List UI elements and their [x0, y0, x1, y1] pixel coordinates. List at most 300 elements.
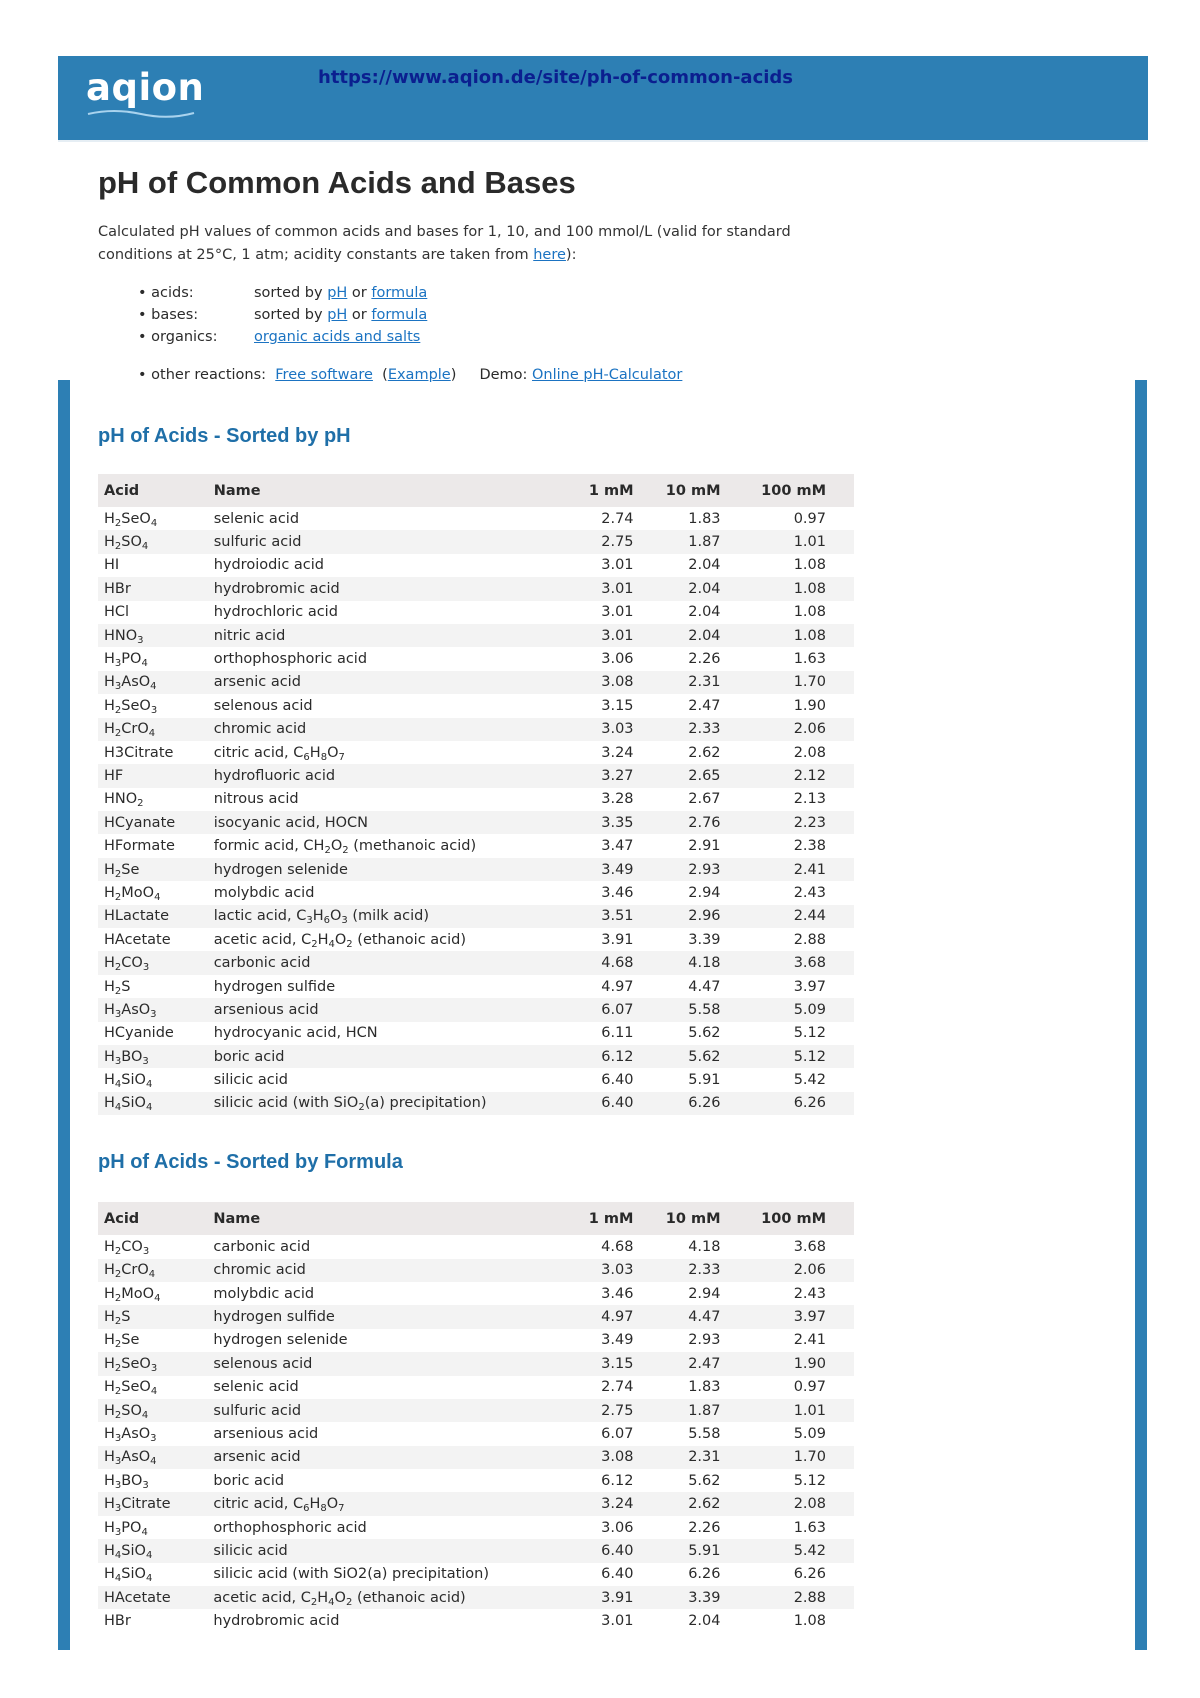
aqion-logo[interactable]: aqion — [86, 66, 205, 109]
cell-name: sulfuric acid — [207, 1399, 551, 1422]
cell-1mm: 3.01 — [601, 604, 634, 621]
cell-1mm: 3.49 — [601, 1332, 634, 1349]
navigation-links — [138, 285, 858, 389]
cell-acid: $H_4SiO_4$ — [104, 1072, 153, 1091]
table-row — [98, 1586, 854, 1609]
cell-name: carbonic acid — [208, 951, 552, 974]
cell-1mm: 3.46 — [601, 1285, 634, 1302]
cell-name: hydrogen selenide — [213, 1332, 348, 1349]
cell-acid: HFormate — [104, 838, 175, 855]
cell-10mm: 2.04 — [688, 604, 721, 621]
cell-1mm: 3.35 — [551, 811, 647, 834]
col-10mm: 10 mM — [648, 474, 735, 507]
cell-10mm: 2.96 — [648, 905, 735, 928]
cell-10mm: 4.18 — [688, 1238, 721, 1255]
cell-acid: $H_3AsO_4$ — [98, 1446, 207, 1469]
cell-100mm: 1.08 — [735, 577, 854, 600]
table-row — [98, 1329, 854, 1352]
cell-acid: $H_3PO_4$ — [104, 651, 148, 670]
cell-100mm: 3.97 — [735, 1305, 855, 1328]
cell-10mm: 2.62 — [688, 744, 721, 761]
cell-1mm: 2.74 — [601, 510, 634, 527]
table-row — [98, 881, 854, 904]
table-row — [98, 1092, 854, 1115]
cell-name: selenous acid — [213, 697, 313, 714]
cell-1mm: 6.11 — [601, 1025, 634, 1042]
table-row — [98, 1235, 854, 1258]
cell-10mm: 4.47 — [688, 978, 721, 995]
cell-acid: $H_4SiO_4$ — [98, 1539, 207, 1562]
cell-1mm: 6.12 — [551, 1045, 647, 1068]
cell-name: carbonic acid — [213, 1238, 311, 1255]
bases-label: • bases: — [138, 307, 199, 323]
table-row — [98, 1516, 854, 1539]
cell-name: citric acid, $C_6H_8O_7$ — [213, 744, 345, 763]
acids-label: • acids: — [138, 285, 194, 301]
cell-1mm: 6.07 — [601, 1425, 634, 1442]
cell-1mm: 3.27 — [551, 764, 647, 787]
cell-acid: $H_2SeO_3$ — [104, 697, 158, 716]
table-row — [98, 1305, 854, 1328]
cell-100mm: 2.41 — [735, 858, 854, 881]
cell-1mm: 3.08 — [551, 1446, 647, 1469]
cell-name: arsenious acid — [213, 1425, 319, 1442]
cell-10mm: 5.91 — [688, 1072, 721, 1089]
cell-1mm: 4.97 — [551, 1305, 647, 1328]
sorted-by-text: sorted by — [254, 307, 328, 323]
cell-100mm: 1.08 — [793, 1613, 826, 1630]
acids-sorted-formula-link[interactable]: formula — [371, 285, 428, 301]
cell-10mm: 2.93 — [648, 858, 735, 881]
cell-acid: $H_2SO_4$ — [98, 1399, 207, 1422]
acidity-constants-link[interactable]: here — [533, 247, 566, 263]
cell-1mm: 3.03 — [551, 1259, 647, 1282]
cell-10mm: 1.87 — [647, 1399, 734, 1422]
cell-acid: HCl — [104, 604, 130, 621]
cell-10mm: 4.47 — [647, 1305, 734, 1328]
table-row — [98, 601, 854, 624]
acids-links-row — [138, 285, 858, 307]
col-100mm: 100 mM — [735, 474, 854, 507]
cell-100mm: 1.63 — [793, 1519, 826, 1536]
cell-10mm: 5.62 — [648, 1045, 735, 1068]
cell-10mm: 2.33 — [647, 1259, 734, 1282]
table-row — [98, 1068, 854, 1091]
cell-100mm: 1.08 — [793, 557, 826, 574]
cell-name: hydrogen selenide — [208, 858, 552, 881]
cell-acid: $H_2CrO_4$ — [98, 718, 208, 741]
cell-100mm: 2.23 — [735, 811, 854, 834]
cell-1mm: 2.75 — [551, 530, 647, 553]
cell-100mm: 6.26 — [793, 1566, 826, 1583]
cell-name: acetic acid, $C_2H_4O_2$ (ethanoic acid) — [207, 1586, 551, 1609]
other-reactions-row: • other reactions: Free software ( Example ) Demo: Online pH-Calculator — [138, 367, 858, 389]
table-row — [98, 624, 854, 647]
cell-1mm: 3.28 — [601, 791, 634, 808]
cell-10mm: 2.47 — [647, 1352, 734, 1375]
col-1mm: 1 mM — [551, 1202, 647, 1235]
cell-10mm: 2.04 — [648, 577, 735, 600]
table-row — [98, 1045, 854, 1068]
cell-acid: HAcetate — [98, 1586, 207, 1609]
cell-acid: $H_2SeO_4$ — [104, 510, 158, 529]
table-header-row — [98, 474, 854, 507]
cell-name: silicic acid — [213, 1072, 289, 1089]
cell-1mm: 4.68 — [601, 1238, 634, 1255]
cell-100mm: 2.06 — [735, 1259, 855, 1282]
cell-10mm: 2.33 — [648, 718, 735, 741]
cell-1mm: 3.01 — [551, 577, 647, 600]
table-row — [98, 1422, 854, 1445]
cell-acid: $H_4SiO_4$ — [98, 1092, 208, 1115]
cell-1mm: 3.06 — [601, 651, 634, 668]
cell-acid: $H_3AsO_3$ — [104, 1425, 157, 1444]
cell-100mm: 1.70 — [735, 1446, 855, 1469]
cell-acid: $H_2Se$ — [104, 1332, 140, 1351]
cell-name: silicic acid (with SiO2(a) precipitation) — [213, 1566, 490, 1583]
cell-name: formic acid, $CH_2O_2$ (methanoic acid) — [213, 838, 477, 857]
table-row — [98, 975, 854, 998]
cell-100mm: 5.42 — [793, 1072, 826, 1089]
cell-1mm: 3.06 — [601, 1519, 634, 1536]
cell-name: arsenic acid — [208, 671, 552, 694]
table-row — [98, 858, 854, 881]
intro-text: Calculated pH values of common acids and bases for 1, 10, and 100 mmol/L (valid for standard conditions at 25°C, 1 atm; acidity constants are taken from — [98, 224, 791, 263]
cell-1mm: 4.68 — [551, 951, 647, 974]
cell-acid: HBr — [104, 1613, 131, 1630]
cell-name: silicic acid — [207, 1539, 551, 1562]
cell-100mm: 0.97 — [793, 1379, 826, 1396]
logo-wave-icon — [86, 106, 196, 120]
cell-10mm: 6.26 — [648, 1092, 735, 1115]
table-row — [98, 1609, 854, 1632]
cell-acid: HCyanide — [104, 1025, 174, 1042]
cell-acid: $H_2MoO_4$ — [104, 884, 161, 903]
page-url[interactable]: https://www.aqion.de/site/ph-of-common-acids — [318, 67, 794, 88]
cell-1mm: 6.40 — [551, 1539, 647, 1562]
cell-name: sulfuric acid — [208, 530, 552, 553]
cell-name: boric acid — [213, 1472, 285, 1489]
cell-100mm: 0.97 — [793, 510, 826, 527]
cell-1mm: 2.74 — [601, 1379, 634, 1396]
cell-10mm: 5.58 — [648, 998, 735, 1021]
cell-name: selenic acid — [213, 510, 300, 527]
table-row — [98, 905, 854, 928]
cell-acid: $HNO_2$ — [104, 791, 144, 810]
bases-links-row — [138, 307, 858, 329]
cell-10mm: 2.62 — [647, 1492, 734, 1515]
cell-1mm: 3.49 — [551, 858, 647, 881]
cell-1mm: 3.01 — [601, 557, 634, 574]
cell-name: nitric acid — [208, 624, 552, 647]
cell-10mm: 2.31 — [647, 1446, 734, 1469]
cell-100mm: 2.08 — [793, 744, 826, 761]
cell-100mm: 6.26 — [735, 1092, 854, 1115]
table-row — [98, 1469, 854, 1492]
intro-end: ): — [565, 247, 577, 263]
bases-sorted-formula-link[interactable]: formula — [371, 307, 428, 323]
cell-name: molybdic acid — [213, 1285, 315, 1302]
cell-10mm: 1.87 — [648, 530, 735, 553]
cell-name: chromic acid — [207, 1259, 551, 1282]
cell-10mm: 1.83 — [688, 1379, 721, 1396]
cell-1mm: 3.51 — [551, 905, 647, 928]
cell-100mm: 5.12 — [793, 1025, 826, 1042]
cell-acid: $H_3AsO_3$ — [98, 998, 208, 1021]
cell-1mm: 3.47 — [601, 838, 634, 855]
cell-acid: $H_2Se$ — [98, 858, 208, 881]
demo-label: Demo: — [479, 367, 528, 383]
left-accent-bar — [58, 380, 70, 1650]
cell-10mm: 3.39 — [688, 931, 721, 948]
cell-1mm: 2.75 — [551, 1399, 647, 1422]
table-row — [98, 718, 854, 741]
cell-name: hydrobromic acid — [213, 1613, 340, 1630]
cell-1mm: 3.46 — [601, 884, 634, 901]
cell-100mm: 1.08 — [793, 604, 826, 621]
page-title: pH of Common Acids and Bases — [98, 165, 576, 200]
cell-100mm: 2.12 — [735, 764, 854, 787]
cell-name: boric acid — [208, 1045, 552, 1068]
cell-10mm: 1.83 — [688, 510, 721, 527]
site-header — [58, 56, 1148, 142]
right-accent-bar — [1135, 380, 1147, 1650]
cell-acid: $H_2SeO_3$ — [98, 1352, 207, 1375]
main-content — [98, 165, 858, 1633]
cell-acid: $H_2MoO_4$ — [104, 1285, 161, 1304]
cell-acid: $H_2S$ — [98, 1305, 207, 1328]
cell-acid: $H_3AsO_4$ — [98, 671, 208, 694]
cell-acid: $H_4SiO_4$ — [104, 1566, 153, 1585]
cell-1mm: 3.01 — [551, 624, 647, 647]
cell-100mm: 1.63 — [793, 651, 826, 668]
cell-name: molybdic acid — [213, 884, 315, 901]
section-title-sorted-by-ph: pH of Acids - Sorted by pH — [98, 425, 351, 447]
free-software-link[interactable]: Free software — [275, 367, 373, 383]
cell-10mm: 5.58 — [688, 1425, 721, 1442]
example-link[interactable]: Example — [387, 367, 451, 383]
cell-1mm: 3.15 — [551, 1352, 647, 1375]
cell-acid: $H_2SeO_4$ — [104, 1379, 158, 1398]
table-row — [98, 1022, 854, 1045]
cell-name: citric acid, $C_6H_8O_7$ — [207, 1492, 551, 1515]
cell-10mm: 2.04 — [688, 1613, 721, 1630]
bases-sorted-ph-link[interactable]: pH — [327, 307, 348, 323]
cell-acid: HLactate — [98, 905, 208, 928]
table-row — [98, 1352, 854, 1375]
cell-100mm: 2.13 — [793, 791, 826, 808]
table-row — [98, 998, 854, 1021]
table-row — [98, 1259, 854, 1282]
cell-100mm: 2.06 — [735, 718, 854, 741]
cell-100mm: 1.90 — [793, 697, 826, 714]
cell-10mm: 3.39 — [647, 1586, 734, 1609]
table-row — [98, 951, 854, 974]
sorted-by-text: sorted by — [254, 285, 328, 301]
cell-100mm: 1.70 — [735, 671, 854, 694]
cell-acid: $H_3Citrate$ — [98, 1492, 207, 1515]
cell-acid: HCyanate — [98, 811, 208, 834]
col-name: Name — [208, 474, 552, 507]
cell-1mm: 3.24 — [551, 1492, 647, 1515]
cell-1mm: 3.24 — [601, 744, 634, 761]
cell-100mm: 2.43 — [793, 1285, 826, 1302]
cell-100mm: 2.43 — [793, 884, 826, 901]
cell-name: arsenious acid — [208, 998, 552, 1021]
cell-100mm: 3.97 — [793, 978, 826, 995]
cell-10mm: 2.26 — [688, 1519, 721, 1536]
table-row — [98, 671, 854, 694]
cell-100mm: 2.38 — [793, 838, 826, 855]
col-1mm: 1 mM — [551, 474, 647, 507]
table-row — [98, 928, 854, 951]
cell-name: selenous acid — [207, 1352, 551, 1375]
cell-1mm: 3.08 — [551, 671, 647, 694]
cell-1mm: 3.91 — [601, 931, 634, 948]
cell-name: isocyanic acid, HOCN — [208, 811, 552, 834]
cell-name: acetic acid, $C_2H_4O_2$ (ethanoic acid) — [213, 931, 467, 950]
cell-acid: $HNO_3$ — [98, 624, 208, 647]
cell-100mm: 5.09 — [735, 998, 854, 1021]
or-text: or — [347, 285, 372, 301]
cell-acid: $H_2CO_3$ — [104, 1238, 150, 1257]
cell-1mm: 6.07 — [551, 998, 647, 1021]
cell-1mm: 4.97 — [601, 978, 634, 995]
col-100mm: 100 mM — [735, 1202, 855, 1235]
cell-10mm: 2.26 — [688, 651, 721, 668]
cell-100mm: 3.68 — [735, 951, 854, 974]
section-title-sorted-by-formula: pH of Acids - Sorted by Formula — [98, 1151, 403, 1174]
cell-10mm: 2.76 — [648, 811, 735, 834]
cell-acid: $H_2CrO_4$ — [98, 1259, 207, 1282]
cell-acid: $H_2S$ — [104, 978, 131, 997]
cell-100mm: 2.41 — [793, 1332, 826, 1349]
cell-100mm: 3.68 — [793, 1238, 826, 1255]
table-row — [98, 1563, 854, 1586]
organic-acids-link[interactable]: organic acids and salts — [254, 329, 421, 345]
cell-1mm: 6.12 — [601, 1472, 634, 1489]
cell-100mm: 2.44 — [735, 905, 854, 928]
acids-by-formula-body — [98, 1235, 854, 1633]
acids-by-ph-table — [98, 474, 854, 1115]
cell-10mm: 2.65 — [648, 764, 735, 787]
cell-name: hydrocyanic acid, HCN — [213, 1025, 378, 1042]
cell-name: nitrous acid — [213, 791, 299, 808]
cell-100mm: 1.90 — [735, 1352, 855, 1375]
cell-1mm: 6.40 — [601, 1072, 634, 1089]
cell-100mm: 1.08 — [735, 624, 854, 647]
table-row — [98, 1399, 854, 1422]
cell-10mm: 6.26 — [688, 1566, 721, 1583]
table-row — [98, 554, 854, 577]
cell-name: hydroiodic acid — [213, 557, 324, 574]
cell-100mm: 5.12 — [793, 1472, 826, 1489]
organics-links-row — [138, 329, 858, 351]
cell-100mm: 2.88 — [793, 931, 826, 948]
col-acid: Acid — [98, 1202, 207, 1235]
cell-100mm: 1.01 — [735, 1399, 855, 1422]
intro-paragraph — [98, 221, 858, 267]
cell-name: hydrofluoric acid — [208, 764, 552, 787]
cell-100mm: 2.88 — [735, 1586, 855, 1609]
table-row — [98, 507, 854, 530]
cell-acid: $H_3BO_3$ — [104, 1472, 149, 1491]
acids-by-formula-table — [98, 1202, 854, 1633]
other-reactions-label: • other reactions: — [138, 367, 267, 383]
cell-acid: $H_3BO_3$ — [98, 1045, 208, 1068]
table-row — [98, 694, 854, 717]
table-row — [98, 1446, 854, 1469]
online-ph-calculator-link[interactable]: Online pH-Calculator — [532, 367, 683, 383]
cell-name: selenic acid — [213, 1379, 299, 1396]
cell-10mm: 2.04 — [688, 557, 721, 574]
table-row — [98, 834, 854, 857]
cell-name: lactic acid, $C_3H_6O_3$ (milk acid) — [208, 905, 552, 928]
table-row — [98, 1282, 854, 1305]
col-acid: Acid — [98, 474, 208, 507]
cell-10mm: 2.47 — [688, 697, 721, 714]
cell-name: hydrogen sulfide — [207, 1305, 551, 1328]
cell-100mm: 1.01 — [735, 530, 854, 553]
or-text: or — [347, 307, 372, 323]
cell-acid: HF — [98, 764, 208, 787]
cell-10mm: 2.04 — [648, 624, 735, 647]
cell-10mm: 2.31 — [648, 671, 735, 694]
cell-1mm: 3.15 — [601, 697, 634, 714]
cell-10mm: 5.62 — [688, 1025, 721, 1042]
cell-100mm: 2.08 — [735, 1492, 855, 1515]
cell-10mm: 2.93 — [688, 1332, 721, 1349]
cell-name: orthophosphoric acid — [213, 1519, 367, 1536]
cell-acid: $H_2SO_4$ — [98, 530, 208, 553]
table-row — [98, 788, 854, 811]
cell-10mm: 2.94 — [688, 1285, 721, 1302]
cell-10mm: 2.94 — [688, 884, 721, 901]
cell-10mm: 2.67 — [688, 791, 721, 808]
cell-10mm: 5.91 — [647, 1539, 734, 1562]
table-row — [98, 1539, 854, 1562]
cell-acid: HI — [104, 557, 120, 574]
table-row — [98, 764, 854, 787]
cell-acid: HAcetate — [104, 931, 171, 948]
acids-sorted-ph-link[interactable]: pH — [327, 285, 348, 301]
cell-10mm: 5.62 — [688, 1472, 721, 1489]
table-row — [98, 577, 854, 600]
col-name: Name — [207, 1202, 551, 1235]
cell-10mm: 4.18 — [648, 951, 735, 974]
cell-name: arsenic acid — [207, 1446, 551, 1469]
cell-name: hydrobromic acid — [208, 577, 552, 600]
cell-1mm: 3.01 — [601, 1613, 634, 1630]
cell-acid: H3Citrate — [104, 744, 174, 761]
cell-acid: $H_3PO_4$ — [104, 1519, 148, 1538]
cell-name: hydrochloric acid — [213, 604, 338, 621]
col-10mm: 10 mM — [647, 1202, 734, 1235]
cell-name: orthophosphoric acid — [213, 651, 368, 668]
cell-1mm: 3.03 — [551, 718, 647, 741]
table-row — [98, 741, 854, 764]
cell-1mm: 6.40 — [551, 1092, 647, 1115]
table-row — [98, 811, 854, 834]
cell-10mm: 2.91 — [688, 838, 721, 855]
cell-name: hydrogen sulfide — [213, 978, 336, 995]
cell-100mm: 5.12 — [735, 1045, 854, 1068]
cell-acid: $H_2CO_3$ — [98, 951, 208, 974]
table-row — [98, 647, 854, 670]
organics-label: • organics: — [138, 329, 218, 345]
table-row — [98, 1376, 854, 1399]
cell-100mm: 5.42 — [735, 1539, 855, 1562]
